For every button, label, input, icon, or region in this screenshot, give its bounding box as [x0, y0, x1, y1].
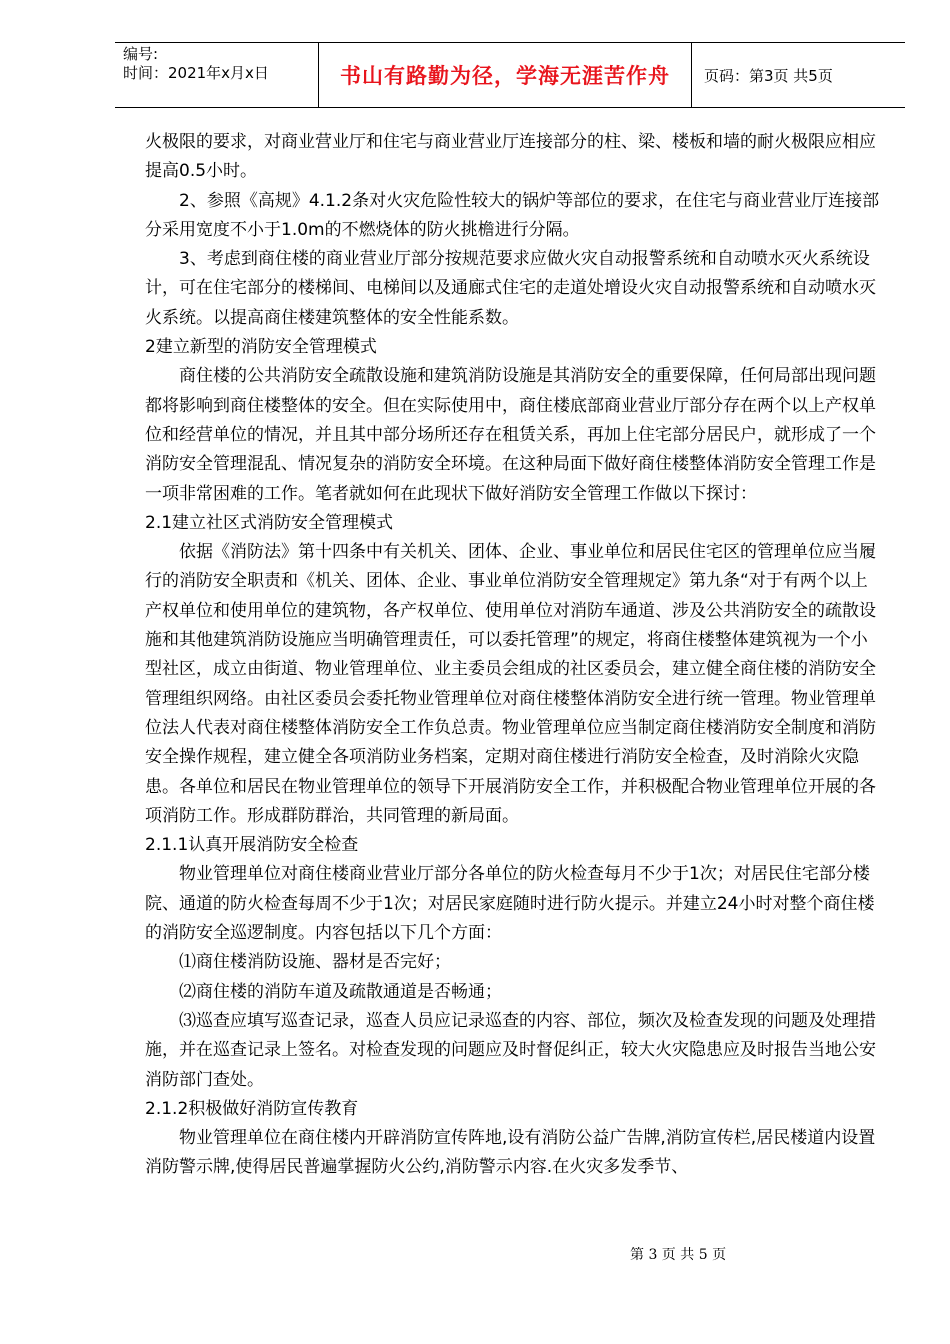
header-motto: 书山有路勤为径，学海无涯苦作舟	[318, 43, 692, 107]
body-paragraph: 2、参照《高规》4.1.2条对火灾危险性较大的锅炉等部位的要求，在住宅与商业营业厅连接部分采用宽度不小于1.0m的不燃烧体的防火挑檐进行分隔。	[145, 190, 880, 240]
document-code-label: 编号:	[123, 45, 159, 63]
body-paragraph: ⑶巡查应填写巡查记录，巡查人员应记录巡查的内容、部位，频次及检查发现的问题及处理措施，并在巡查记录上签名。对检查发现的问题应及时督促纠正，较大火灾隐患应及时报告当地公安消防部门查处。	[145, 1010, 876, 1090]
body-paragraph: 物业管理单位在商住楼内开辟消防宣传阵地,设有消防公益广告牌,消防宣传栏,居民楼道内设置消防警示牌,使得居民普遍掌握防火公约,消防警示内容.在火灾多发季节、	[145, 1128, 876, 1178]
document-date: 时间：2021年x月x日	[123, 64, 269, 82]
section-heading: 2.1建立社区式消防安全管理模式	[145, 512, 394, 533]
section-heading: 2.1.2积极做好消防宣传教育	[145, 1098, 359, 1119]
page-footer: 第 3 页 共 5 页	[630, 1247, 727, 1263]
body-paragraph: ⑴商住楼消防设施、器材是否完好；	[179, 952, 451, 973]
body-paragraph: 3、考虑到商住楼的商业营业厅部分按规范要求应做火灾自动报警系统和自动喷水灭火系统设计，可在住宅部分的楼梯间、电梯间以及通廊式住宅的走道处增设火灾自动报警系统和自动喷水灭火系统。以提高商住楼建筑整体的安全性能系数。	[145, 249, 876, 328]
page-header	[115, 42, 905, 108]
header-meta	[115, 43, 318, 107]
document-body	[145, 128, 880, 1183]
section-heading: 2建立新型的消防安全管理模式	[145, 337, 377, 358]
body-paragraph: 商住楼的公共消防安全疏散设施和建筑消防设施是其消防安全的重要保障，任何局部出现问题都将影响到商住楼整体的安全。但在实际使用中，商住楼底部商业营业厅部分存在两个以上产权单位和经营单位的情况，并且其中部分场所还存在租赁关系，再加上住宅部分居民户，就形成了一个消防安全管理混乱、情况复杂的消防安全环境。在这种局面下做好商住楼整体消防安全管理工作是一项非常困难的工作。笔者就如何在此现状下做好消防安全管理工作做以下探讨：	[145, 366, 876, 504]
section-heading: 火极限的要求，对商业营业厅和住宅与商业营业厅连接部分的柱、梁、楼板和墙的耐火极限应相应提高0.5小时。	[145, 132, 876, 182]
header-page-number: 页码：第3页 共5页	[704, 66, 833, 85]
section-heading: 2.1.1认真开展消防安全检查	[145, 835, 359, 856]
body-paragraph: ⑵商住楼的消防车道及疏散通道是否畅通；	[179, 981, 502, 1002]
body-paragraph: 物业管理单位对商住楼商业营业厅部分各单位的防火检查每月不少于1次；对居民住宅部分楼院、通道的防火检查每周不少于1次；对居民家庭随时进行防火提示。并建立24小时对整个商住楼的消防安全巡逻制度。内容包括以下几个方面：	[145, 864, 875, 944]
body-paragraph: 依据《消防法》第十四条中有关机关、团体、企业、事业单位和居民住宅区的管理单位应当履行的消防安全职责和《机关、团体、企业、事业单位消防安全管理规定》第九条“对于有两个以上产权单位和使用单位的建筑物，各产权单位、使用单位对消防车通道、涉及公共消防安全的疏散设施和其他建筑消防设施应当明确管理责任，可以委托管理”的规定，将商住楼整体建筑视为一个小型社区，成立由街道、物业管理单位、业主委员会组成的社区委员会，建立健全商住楼的消防安全管理组织网络。由社区委员会委托物业管理单位对商住楼整体消防安全进行统一管理。物业管理单位法人代表对商住楼整体消防安全工作负总责。物业管理单位应当制定商住楼消防安全制度和消防安全操作规程，建立健全各项消防业务档案，定期对商住楼进行消防安全检查，及时消除火灾隐患。各单位和居民在物业管理单位的领导下开展消防安全工作，并积极配合物业管理单位开展的各项消防工作。形成群防群治，共同管理的新局面。	[145, 542, 876, 826]
